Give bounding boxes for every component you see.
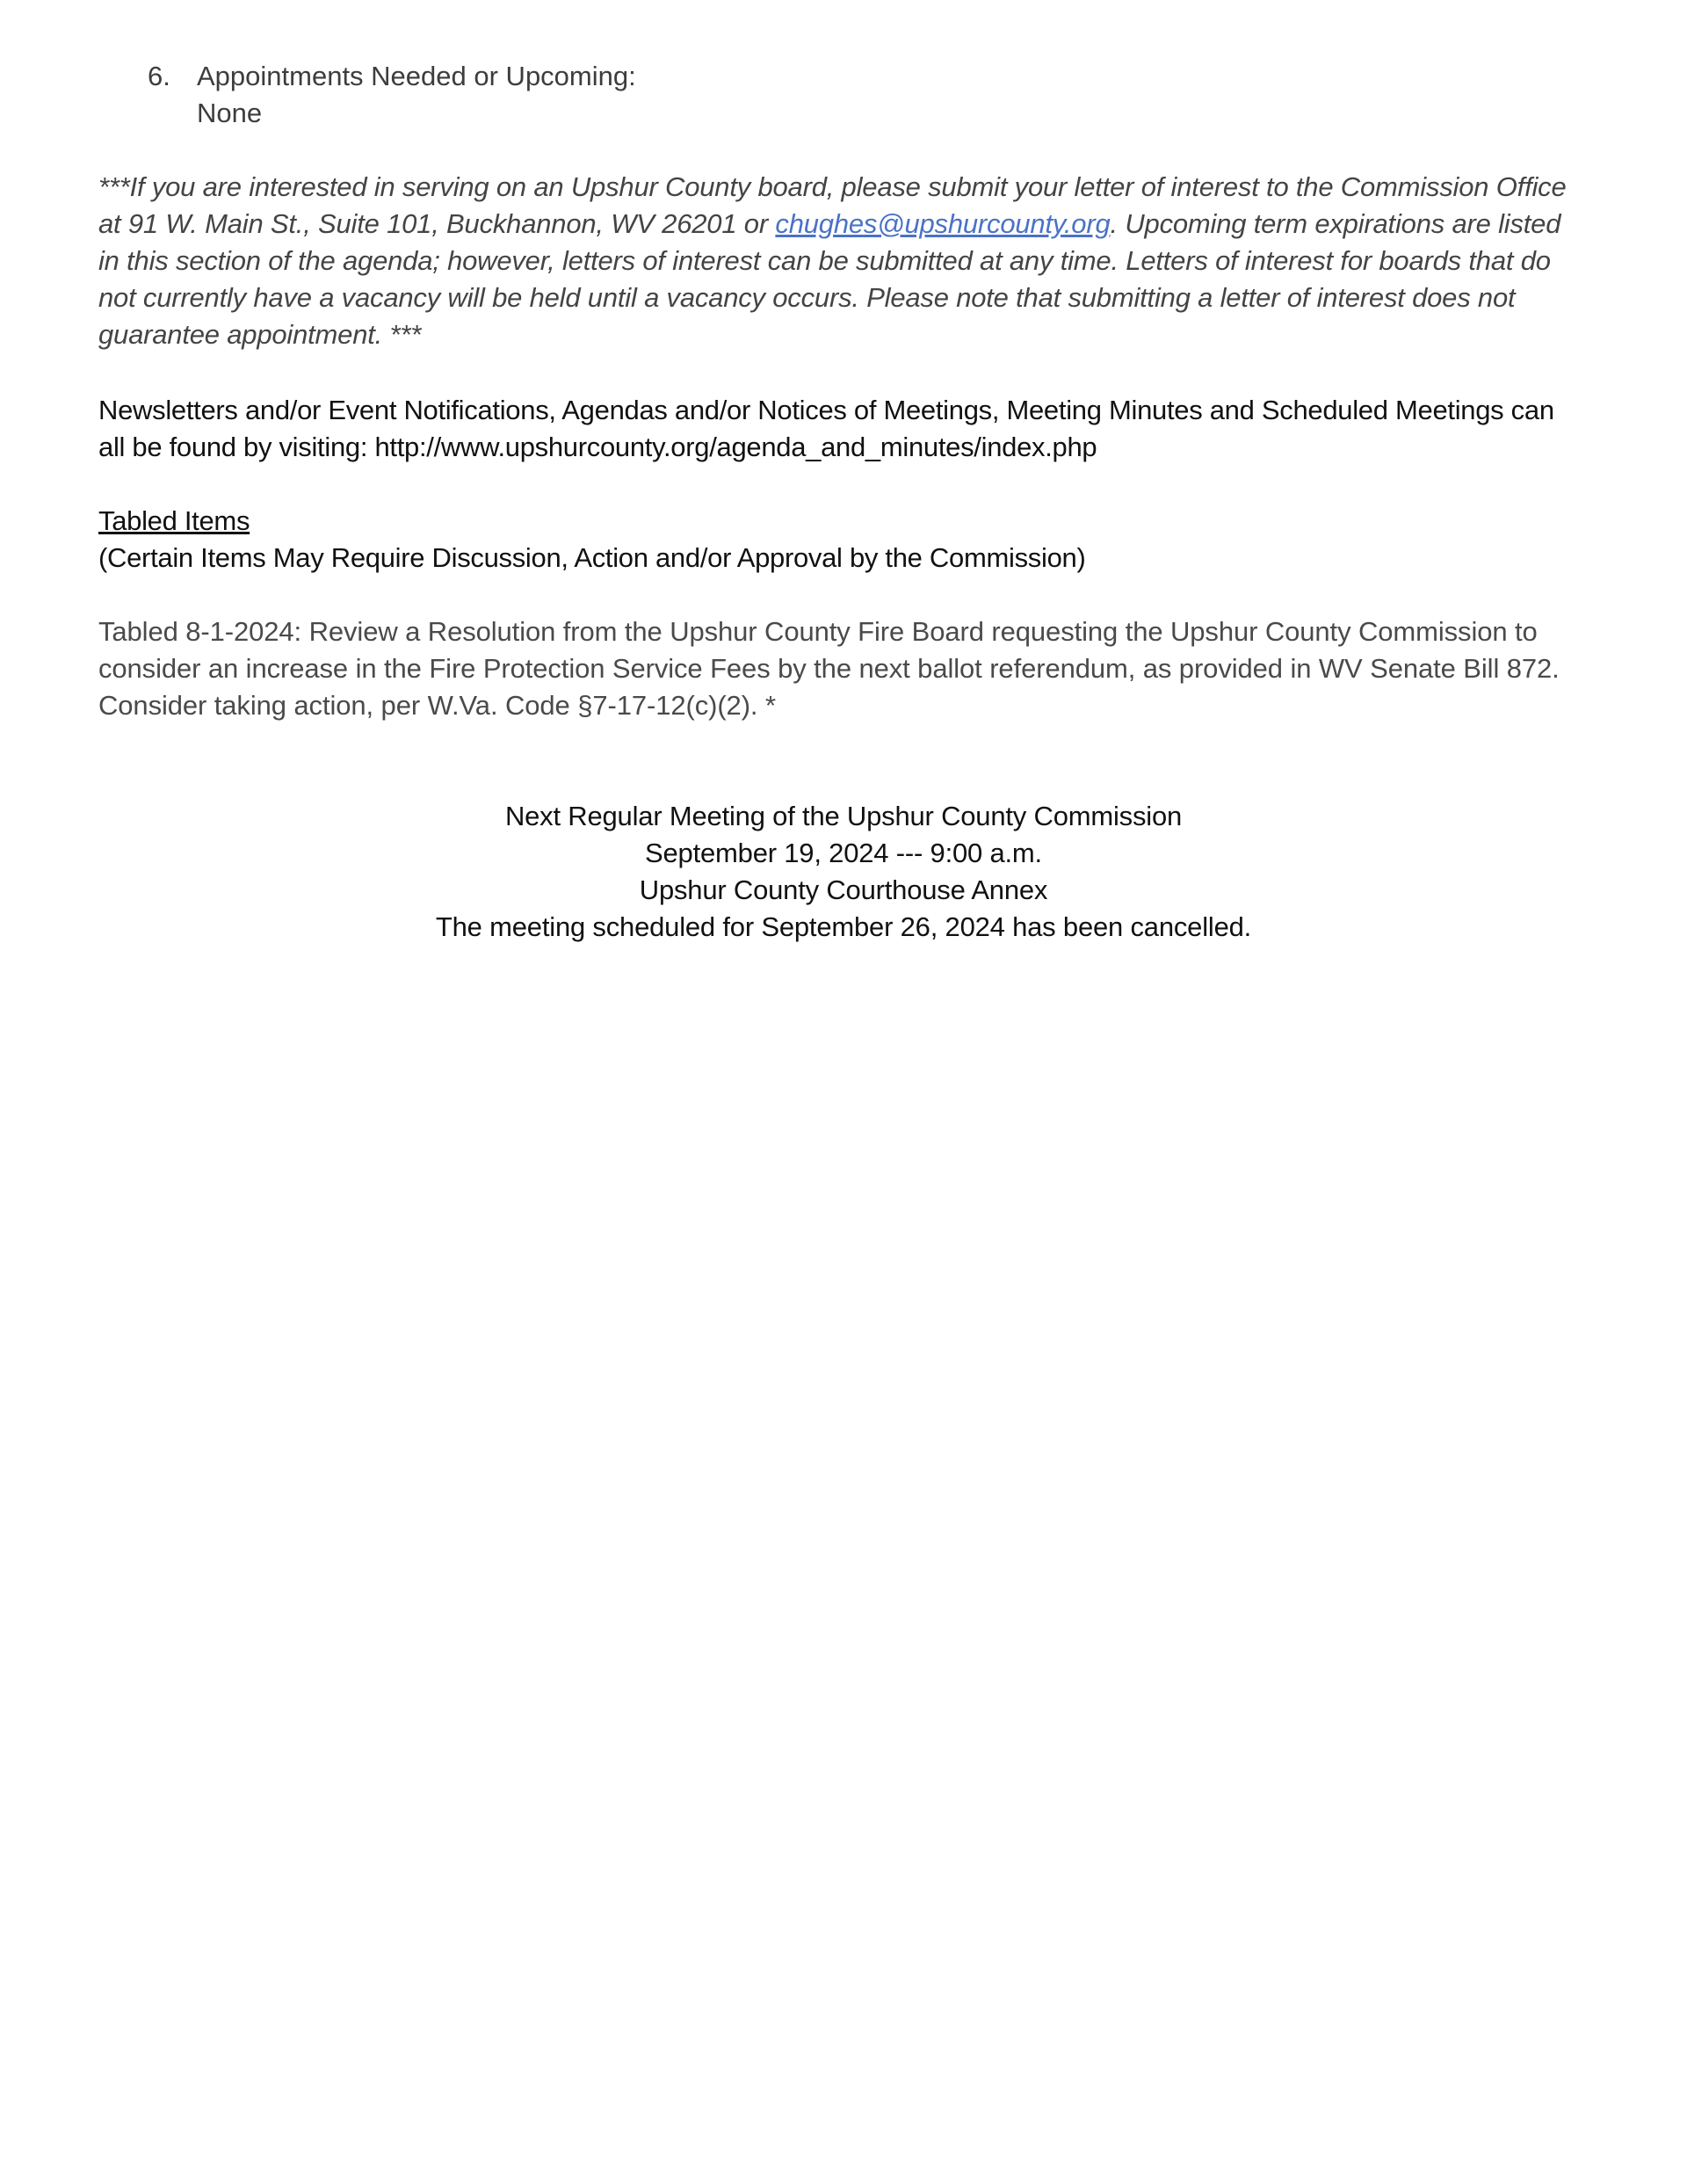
next-meeting-date: September 19, 2024 --- 9:00 a.m.	[645, 838, 1042, 868]
next-meeting-block	[0, 798, 1687, 946]
next-meeting-title: Next Regular Meeting of the Upshur County Commission	[504, 801, 1183, 831]
appointments-heading: Appointments Needed or Upcoming:	[197, 61, 636, 91]
tabled-item-text: Tabled 8-1-2024: Review a Resolution from the Upshur County Fire Board requesting the Upshur County Commission to consider an increase in the Fire Protection Service Fees by the next ballot referendum, as provided in WV Senate Bill 872. Consider taking action, per W.Va. Code §7-17-12(c)(2). *	[98, 616, 1560, 721]
tabled-items-heading	[98, 503, 1583, 577]
next-meeting-location: Upshur County Courthouse Annex	[639, 874, 1048, 905]
notice-text-after-email: . Upcoming term expirations are listed in this section of the agenda; however, letters of interest can be submitted at any time. Letters of interest for boards that do not currently have a vacancy will be held until a vacancy occurs. Please note that submitting a letter of interest does not guarantee appointment. ***	[98, 208, 1561, 350]
board-interest-notice	[98, 169, 1583, 353]
appointments-list-item	[148, 58, 636, 132]
tabled-items-title: Tabled Items	[98, 505, 250, 536]
list-number: 6.	[148, 61, 170, 91]
notice-text-before-email: ***If you are interested in serving on an Upshur County board, please submit your letter of interest to the Commission Office at 91 W. Main St., Suite 101, Buckhannon, WV 26201 or	[98, 171, 1567, 239]
appointments-value: None	[197, 98, 263, 128]
cancellation-notice: The meeting scheduled for September 26, 2024 has been cancelled.	[435, 911, 1252, 942]
newsletters-paragraph: Newsletters and/or Event Notifications, Agendas and/or Notices of Meetings, Meeting Minutes and Scheduled Meetings can all be found by visiting: http://www.upshurcounty.org/agenda_and_minutes/index.php	[98, 395, 1554, 462]
tabled-items-subtitle: (Certain Items May Require Discussion, Action and/or Approval by the Commission)	[98, 542, 1086, 573]
email-link[interactable]: chughes@upshurcounty.org	[775, 208, 1111, 239]
